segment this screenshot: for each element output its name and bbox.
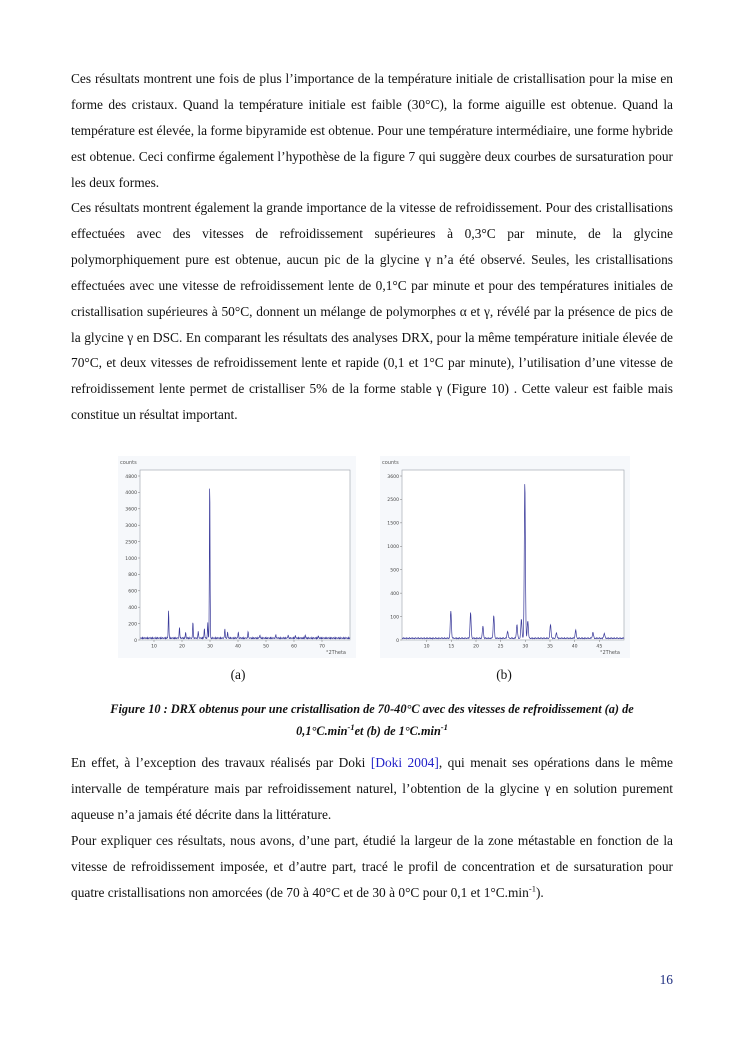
chart-b-xtick-label-0: 10: [423, 644, 430, 650]
chart-a-xtick-label-2: 30: [207, 644, 213, 650]
caption-part-1: 0,1°C.min: [296, 724, 348, 738]
xrd-chart-b-svg: [380, 456, 630, 658]
paragraph-3-text-end: , qui menait ses opérations dans le même intervalle de température mais par refroidissement naturel, l’obtention de la glycine γ en solution purement aqueuse n’a jamais été décrite dans la littérature.: [71, 755, 673, 822]
chart-a-xtick-label-1: 20: [179, 644, 185, 650]
page-number: 16: [659, 972, 673, 987]
chart-a-ytick-label-4: 800: [128, 573, 137, 579]
chart-b-xtick-label-4: 30: [522, 644, 529, 650]
chart-b-ylabel: counts: [382, 460, 399, 466]
chart-a-plot-area: [140, 470, 350, 640]
chart-a-xtick-label-5: 60: [291, 644, 297, 650]
chart-a-ylabel: counts: [120, 460, 137, 466]
chart-a-ytick-label-7: 3000: [125, 524, 137, 529]
chart-b-plot-area: [402, 470, 624, 640]
chart-b-ytick-label-7: 3600: [387, 474, 399, 480]
chart-a-xtick-label-6: 70: [319, 644, 325, 650]
paragraph-2: Ces résultats montrent également la grande importance de la vitesse de refroidissement. Pour des cristallisations effectuées avec des vitesses de refroidissement supérieures à 0,3°C par minute, de la glycine polymorphiquement pure est obtenue, aucun pic de la glycine γ n’a été observé. Seules, les cristallisations effectuées avec une vitesse de refroidissement lente de 0,1°C par minute et pour des températures initiales de cristallisation supérieures à 50°C, donnent un mélange de polymorphes α et γ, révélé par la présence de pics de la glycine γ en DSC. En comparant les résultats des analyses DRX, pour la même température initiale élevée de 70°C, et deux vitesses de refroidissement lente et rapide (0,1 et 1°C par minute), l’utilisation d’une vitesse de refroidissement lente permet de cristalliser 5% de la forme stable γ (Figure 10) . Cette valeur est faible mais constitue un résultat important.: [71, 200, 673, 423]
chart-b-xtick-label-5: 35: [547, 644, 553, 650]
chart-b-xtick-label-7: 45: [596, 644, 603, 650]
chart-b-xtick-label-3: 25: [497, 644, 504, 650]
chart-a-ytick-label-9: 4000: [125, 491, 137, 497]
chart-a-ytick-label-6: 2500: [125, 540, 137, 546]
caption-line-1: Figure 10 : DRX obtenus pour une cristallisation de 70-40°C avec des vitesses de refroidissement (a) de: [110, 702, 634, 716]
chart-b-ytick-label-5: 1500: [387, 521, 399, 527]
chart-b-ytick-label-0: 0: [396, 638, 399, 644]
caption-sup-1: -1: [347, 721, 355, 732]
paragraph-1: Ces résultats montrent une fois de plus l’importance de la température initiale de cristallisation pour la mise en forme des cristaux. Quand la température initiale est faible (30°C), la forme aiguille est obtenue. Quand la température est élevée, la forme bipyramide est obtenue. Pour une température intermédiaire, une forme hybride est obtenue. Ceci confirme également l’hypothèse de la figure 7 qui suggère deux courbes de sursaturation pour les deux formes.: [71, 71, 673, 190]
chart-a-ytick-label-8: 3600: [125, 507, 137, 513]
figure-caption: [71, 698, 673, 742]
caption-sup-2: -1: [440, 721, 448, 732]
chart-b-ytick-label-1: 100: [390, 615, 399, 621]
chart-a-ytick-label-1: 200: [128, 622, 137, 628]
chart-b-xtick-label-1: 15: [448, 644, 455, 650]
chart-b-ytick-label-4: 1000: [387, 545, 399, 551]
chart-a-ytick-label-10: 4800: [125, 474, 137, 480]
paragraph-4-sup: -1: [528, 883, 536, 894]
citation-doki-2004[interactable]: [Doki 2004]: [370, 755, 439, 770]
xrd-chart-a-svg: [118, 456, 356, 658]
chart-a-ytick-label-3: 600: [128, 589, 137, 595]
xrd-chart-b: [380, 456, 630, 658]
chart-a-xlabel: °2Theta: [325, 650, 346, 656]
paragraph-4: [71, 828, 673, 906]
chart-b-ytick-label-3: 500: [390, 568, 399, 574]
paragraph-3-text-start: En effet, à l’exception des travaux réalisés par Doki: [71, 755, 371, 770]
chart-a-ytick-label-2: 400: [128, 606, 137, 611]
paragraph-4-end: ).: [535, 884, 544, 900]
chart-b-xtick-label-6: 40: [571, 644, 578, 650]
caption-line-2: [71, 720, 673, 742]
xrd-chart-a: [118, 456, 356, 658]
figure-label-a: (a): [230, 667, 246, 682]
chart-a-ytick-label-0: 0: [134, 638, 137, 644]
figure-label-b: (b): [496, 667, 512, 682]
paragraph-3: [71, 750, 673, 828]
caption-part-2: et (b) de 1°C.min: [354, 724, 441, 738]
chart-a-ytick-label-5: 1000: [125, 556, 137, 562]
chart-a-xtick-label-3: 40: [235, 644, 241, 650]
chart-a-xtick-label-0: 10: [151, 644, 157, 650]
chart-b-xlabel: °2Theta: [599, 650, 620, 656]
chart-b-ytick-label-2: 400: [390, 591, 399, 597]
paragraph-4-text: Pour expliquer ces résultats, nous avons, d’une part, étudié la largeur de la zone métastable en fonction de la vitesse de refroidissement imposée, et d’autre part, tracé le profil de concentration et de sursaturation pour quatre cristallisations non amorcées (de 70 à 40°C et de 30 à 0°C pour 0,1 et 1°C.min: [71, 833, 673, 900]
chart-b-xtick-label-2: 20: [473, 644, 479, 650]
chart-b-ytick-label-6: 2500: [387, 498, 399, 504]
chart-a-xtick-label-4: 50: [263, 644, 269, 650]
